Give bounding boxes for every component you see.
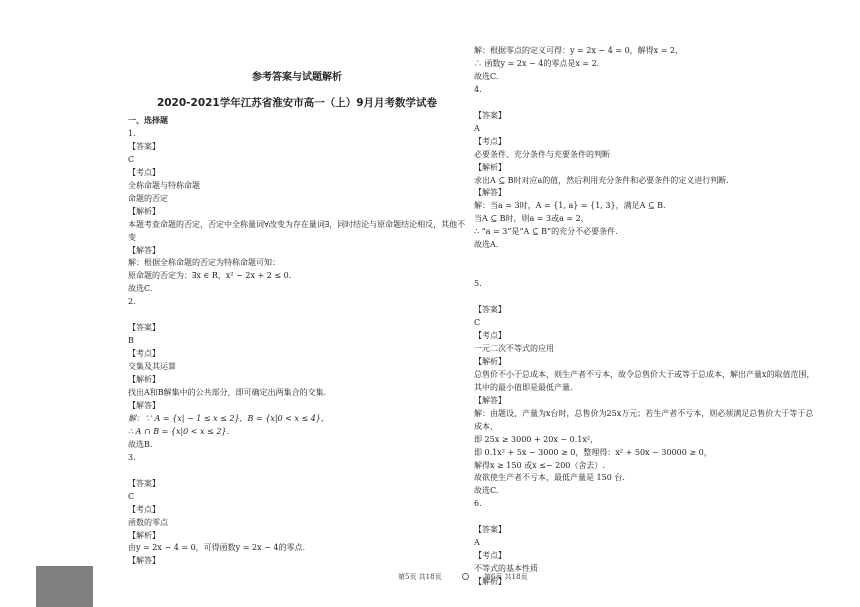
left-line: 【考点】 xyxy=(128,167,160,177)
right-line: 必要条件、充分条件与充要条件的判断 xyxy=(474,149,610,159)
left-line: C xyxy=(128,491,135,501)
right-line: 求出A ⊆ B时对应a的值，然后利用充分条件和必要条件的定义进行判断. xyxy=(474,175,729,185)
section-heading: 一、选择题 xyxy=(128,116,168,125)
left-line: 解：∵ A = {x| − 1 ≤ x ≤ 2}，B = {x|0 < x ≤ 4}， xyxy=(128,413,329,423)
right-line xyxy=(474,291,818,304)
left-line: 交集及其运算 xyxy=(128,362,176,372)
left-line: ∴ A ∩ B = {x|0 < x ≤ 2}. xyxy=(128,426,230,436)
left-line: 【解析】 xyxy=(128,530,160,540)
right-line: 一元二次不等式的应用 xyxy=(474,343,554,353)
right-line: 即 25x ≥ 3000 + 20x − 0.1x²， xyxy=(474,434,599,444)
left-line xyxy=(128,465,466,478)
right-line: 解得x ≥ 150 或x ≤− 200（舍去）. xyxy=(474,460,605,470)
left-line: 【解答】 xyxy=(128,556,160,566)
left-line: 【解析】 xyxy=(128,206,160,216)
left-line: 3. xyxy=(128,452,136,462)
right-line: 当A ⊆ B时，则a = 3或a = 2， xyxy=(474,214,589,224)
document-title: 参考答案与试题解析 xyxy=(252,72,342,83)
left-line: B xyxy=(128,336,134,346)
right-line: 【答案】 xyxy=(474,525,506,535)
page-number-right: 第6页 共18页 xyxy=(484,573,528,581)
left-line: 【答案】 xyxy=(128,478,160,488)
right-line: 4. xyxy=(474,84,482,94)
exam-title: 2020-2021学年江苏省淮安市高一（上）9月月考数学试卷 xyxy=(156,97,438,109)
left-line: 函数的零点 xyxy=(128,517,168,527)
left-line: 找出A和B解集中的公共部分，即可确定出两集合的交集. xyxy=(128,388,327,398)
right-line: 故选C. xyxy=(474,71,499,81)
thumbnail-placeholder xyxy=(36,566,93,607)
left-paragraph: 本题考查命题的否定，否定中全称量词∀改变为存在量词∃，同时结论与原命题结论相反，其他不变 xyxy=(128,219,466,242)
right-line: 不等式的基本性质 xyxy=(474,564,538,574)
right-line: 故欲使生产者不亏本，最低产量是 150 台. xyxy=(474,473,625,483)
right-line: 【考点】 xyxy=(474,330,506,340)
right-line: A xyxy=(474,123,480,133)
left-line: 1. xyxy=(128,128,136,138)
right-line: 故选C. xyxy=(474,486,499,496)
right-line: 【答案】 xyxy=(474,110,506,120)
right-line: ∴ 函数y = 2x − 4的零点是x = 2. xyxy=(474,58,600,68)
right-line: 【答案】 xyxy=(474,305,506,315)
left-line: 【解答】 xyxy=(128,400,160,410)
left-line: C xyxy=(128,154,135,164)
right-line xyxy=(474,511,818,524)
left-line: 解：根据全称命题的否定为特称命题可知： xyxy=(128,258,280,268)
left-column xyxy=(128,115,466,568)
left-line: 故选C. xyxy=(128,284,153,294)
right-line xyxy=(474,252,818,265)
right-line: 【解析】 xyxy=(474,356,506,366)
right-line: A xyxy=(474,538,480,548)
left-line: 2. xyxy=(128,297,136,307)
left-line: 【答案】 xyxy=(128,141,160,151)
right-column xyxy=(474,45,818,589)
right-line: ∴ “a = 3”是“A ⊆ B”的充分不必要条件. xyxy=(474,227,618,237)
right-paragraph: 总售价不小于总成本，则生产者不亏本，故令总售价大于或等于总成本，解出产量x的取值范围，其中的最小值即是最低产量. xyxy=(474,369,815,392)
right-line: 5. xyxy=(474,279,482,289)
left-line: 【考点】 xyxy=(128,504,160,514)
right-line: C xyxy=(474,318,481,328)
right-line: 解：根据零点的定义可得：y = 2x − 4 = 0，解得x = 2， xyxy=(474,46,684,55)
right-line: 故选A. xyxy=(474,240,499,250)
right-line: 【考点】 xyxy=(474,551,506,561)
page-number-left: 第5页 共18页 xyxy=(398,573,442,581)
right-line: 【解答】 xyxy=(474,395,506,405)
page-separator-icon xyxy=(462,573,469,580)
left-line: 原命题的否定为：∃x ∈ R，x² − 2x + 2 ≤ 0. xyxy=(128,271,292,281)
left-line: 【考点】 xyxy=(128,349,160,359)
right-line: 【解答】 xyxy=(474,188,506,198)
right-line: 【考点】 xyxy=(474,136,506,146)
left-line: 【解析】 xyxy=(128,375,160,385)
right-line: 6. xyxy=(474,499,482,509)
right-line xyxy=(474,265,818,278)
left-line: 【解答】 xyxy=(128,245,160,255)
right-line: 【解析】 xyxy=(474,162,506,172)
right-line: 即 0.1x² + 5x − 3000 ≥ 0，整理得：x² + 50x − 30000 ≥ 0， xyxy=(474,447,712,457)
right-paragraph: 解：由题设，产量为x台时，总售价为25x万元；若生产者不亏本，则必须满足总售价大于等于总成本， xyxy=(474,408,814,431)
right-line: 【解析】 xyxy=(474,577,506,587)
right-line xyxy=(474,97,818,110)
left-line xyxy=(128,309,466,322)
left-line: 命题的否定 xyxy=(128,193,168,203)
right-line: 解：当a = 3时，A = {1, a} = {1, 3}，满足A ⊆ B. xyxy=(474,201,666,211)
left-line: 故选B. xyxy=(128,439,153,449)
left-line: 全称命题与特称命题 xyxy=(128,180,200,190)
left-line: 由y = 2x − 4 = 0，可得函数y = 2x − 4的零点. xyxy=(128,543,305,553)
left-line: 【答案】 xyxy=(128,323,160,333)
